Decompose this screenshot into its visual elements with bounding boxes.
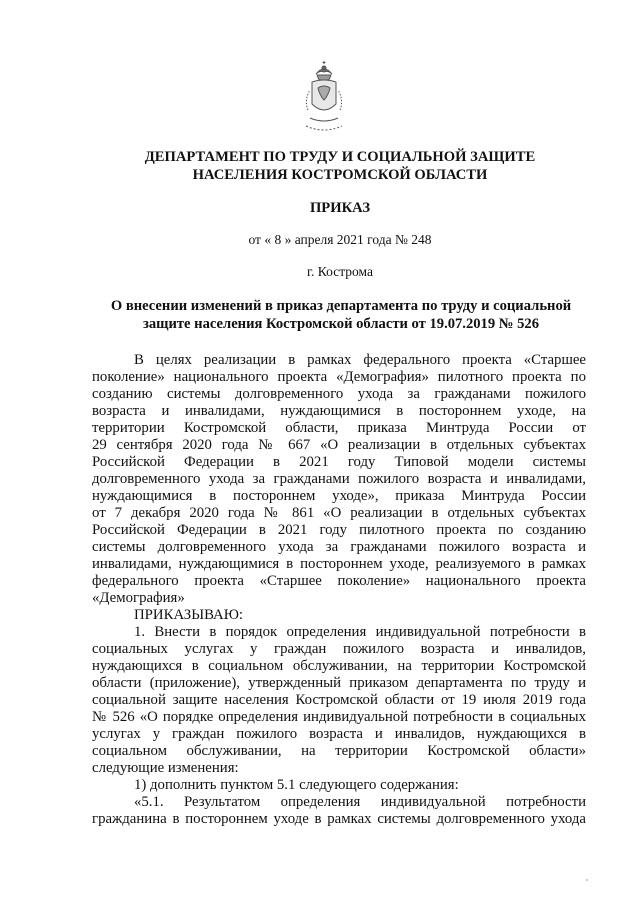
body-line: Российской Федерации в 2021 году пилотного проекта по созданию: [92, 522, 586, 538]
body-line: созданию системы долговременного ухода за гражданами пожилого: [92, 386, 586, 402]
body-line: гражданина в постороннем уходе в рамках системы долговременного ухода: [92, 811, 586, 827]
body-line: № 526 «О порядке определения индивидуальной потребности в социальных: [92, 709, 586, 725]
body-line: федерального проекта «Старшее поколение» национального проекта: [92, 573, 586, 589]
body-line: 1. Внести в порядок определения индивидуальной потребности в: [134, 624, 586, 640]
department-name-line2: НАСЕЛЕНИЯ КОСТРОМСКОЙ ОБЛАСТИ: [192, 167, 488, 183]
order-date-number: от « 8 » апреля 2021 года № 248: [248, 232, 432, 247]
body-line: области (приложение), утвержденный приказом департамента по труду и: [92, 675, 586, 691]
subject-line: защите населения Костромской области от 19.07.2019 № 526: [142, 316, 539, 332]
body-line: Российской Федерации в 2021 году Типовой модели системы: [92, 454, 586, 470]
order-directive: ПРИКАЗЫВАЮ:: [134, 607, 244, 623]
subject-line: О внесении изменений в приказ департамента по труду и социальной: [110, 298, 572, 314]
issue-city: г. Кострома: [307, 264, 373, 279]
body-line: долговременного ухода за гражданами пожилого возраста и инвалидами,: [92, 471, 586, 487]
body-line: следующие изменения:: [92, 760, 239, 776]
scan-speck: [586, 879, 588, 881]
body-line: В целях реализации в рамках федерального проекта «Старшее: [134, 352, 586, 368]
body-line: системы долговременного ухода за гражданами пожилого возраста и: [92, 539, 586, 555]
body-line: от 7 декабря 2020 года № 861 «О реализации в отдельных субъектах: [92, 505, 586, 521]
body-line: территории Костромской области, приказа Минтруда России от: [92, 420, 586, 436]
department-name-line1: ДЕПАРТАМЕНТ ПО ТРУДУ И СОЦИАЛЬНОЙ ЗАЩИТЕ: [144, 149, 536, 165]
body-line: 29 сентября 2020 года № 667 «О реализации в отдельных субъектах: [92, 437, 586, 453]
body-line: инвалидами, нуждающимися в постороннем уходе, реализуемого в рамках: [92, 556, 586, 572]
body-line: поколение» национального проекта «Демография» пилотного проекта по: [92, 369, 586, 385]
body-line: социальном обслуживании, на территории Костромской области»: [92, 743, 586, 759]
body-line: «Демография»: [92, 590, 185, 606]
body-line: нуждающимися в постороннем уходе», приказа Минтруда России: [92, 488, 586, 504]
body-line: социальных услугах у граждан пожилого возраста и инвалидов,: [92, 641, 586, 657]
body-line: «5.1. Результатом определения индивидуальной потребности: [134, 794, 586, 810]
body-line: услугах у граждан пожилого возраста и инвалидов, нуждающихся в: [92, 726, 586, 742]
coat-of-arms-emblem: [298, 60, 350, 138]
order-subject: [96, 297, 586, 333]
body-line: 1) дополнить пунктом 5.1 следующего содержания:: [134, 777, 459, 793]
body-line: возраста и инвалидами, нуждающимися в постороннем уходе, на: [92, 403, 586, 419]
body-line: нуждающихся в социальном обслуживании, на территории Костромской: [92, 658, 586, 674]
body-line: социальной защите населения Костромской области от 19 июля 2019 года: [92, 692, 586, 708]
document-type-title: ПРИКАЗ: [309, 200, 371, 216]
